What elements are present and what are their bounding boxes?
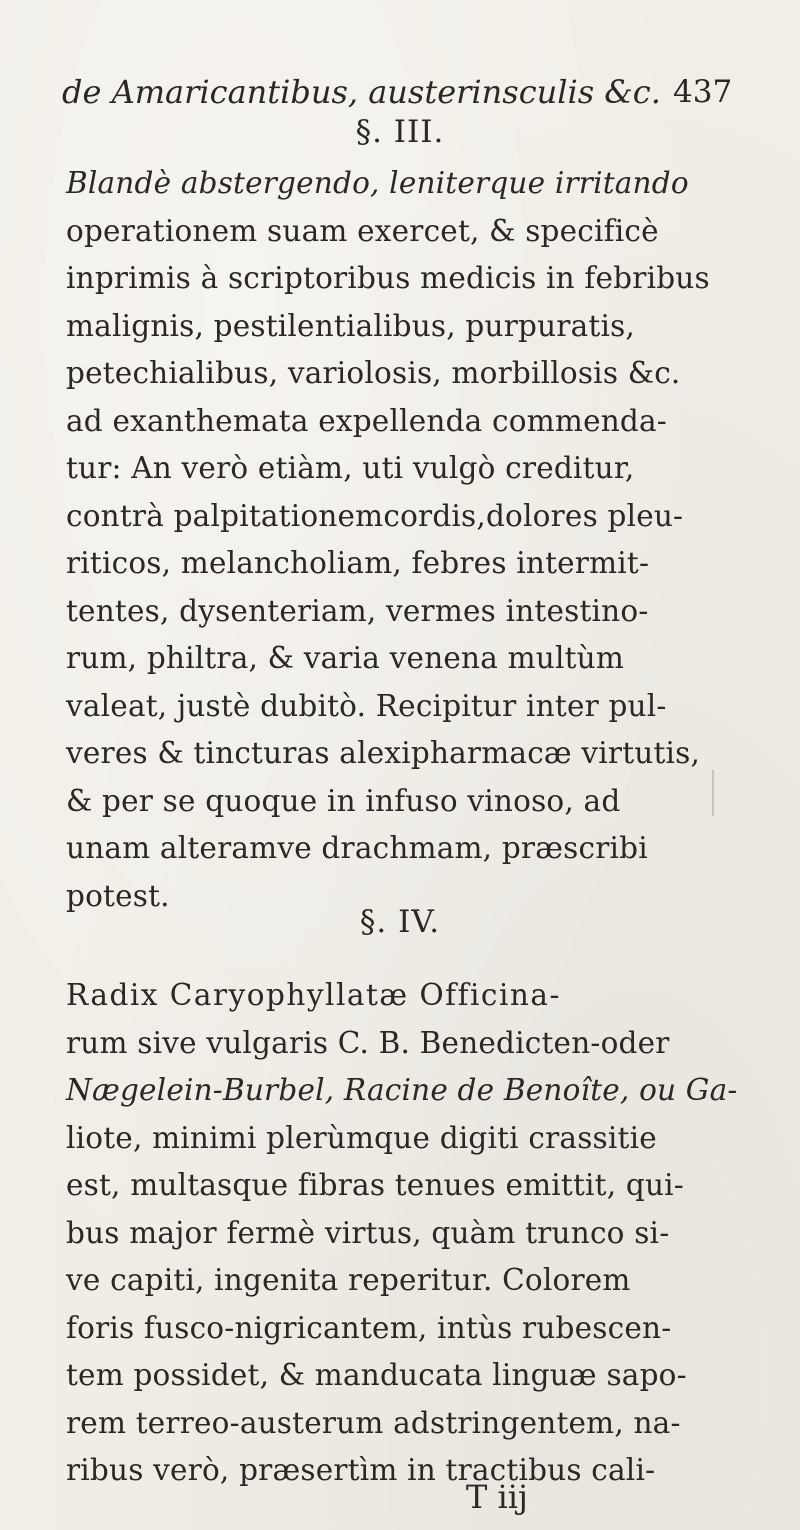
section-3-paragraph <box>66 160 746 920</box>
section-heading-3: §. III. <box>355 114 445 150</box>
running-head <box>62 72 742 112</box>
text-line: ribus verò, præsertìm in tractibus cali- <box>66 1453 656 1487</box>
text-line: malignis, pestilentialibus, purpuratis, <box>66 308 635 343</box>
text-line: Blandè abstergendo, leniterque irritando <box>66 166 689 200</box>
text-line: veres & tincturas alexipharmacæ virtutis, <box>66 736 701 770</box>
text-line: tem possidet, & manducata linguæ sapo- <box>66 1358 687 1392</box>
text-line: est, multasque fibras tenues emittit, qui- <box>66 1168 684 1202</box>
text-line: rum sive vulgaris C. B. Benedicten-oder <box>66 1025 670 1060</box>
text-line: rum, philtra, & varia venena multùm <box>66 641 625 675</box>
text-line: riticos, melancholiam, febres intermit- <box>66 546 650 580</box>
text-line: tentes, dysenteriam, vermes intestino- <box>66 593 649 628</box>
text-line: tur: An verò etiàm, uti vulgò creditur, <box>66 451 635 485</box>
text-line: unam alteramve drachmam, præscribi <box>66 831 648 865</box>
text-line: foris fusco-nigricantem, intùs rubescen- <box>66 1310 672 1345</box>
text-line: & per se quoque in infuso vinoso, ad <box>66 783 621 818</box>
text-line: Radix Caryophyllatæ Officina- <box>66 978 561 1012</box>
text-line: inprimis à scriptoribus medicis in febribus <box>66 261 710 295</box>
text-line: petechialibus, variolosis, morbillosis &c. <box>66 356 681 390</box>
section-4-paragraph <box>66 972 746 1495</box>
text-line: ad exanthemata expellenda commenda- <box>66 403 667 438</box>
text-line: potest. <box>66 878 170 913</box>
text-line: liote, minimi plerùmque digiti crassitie <box>66 1120 657 1155</box>
section-heading-4: §. IV. <box>359 904 441 940</box>
page-number: 437 <box>673 74 733 110</box>
text-line: Nægelein-Burbel, Racine de Benoîte, ou Ga- <box>66 1073 738 1107</box>
text-line: contrà palpitationemcordis,dolores pleu- <box>66 498 684 533</box>
text-line: valeat, justè dubitò. Recipitur inter pul- <box>66 688 667 723</box>
text-line: ve capiti, ingenita reperitur. Colorem <box>66 1263 631 1297</box>
text-line: operationem suam exercet, & specificè <box>66 213 659 248</box>
text-line: rem terreo-austerum adstringentem, na- <box>66 1405 681 1440</box>
signature-mark: T iij <box>466 1478 528 1516</box>
margin-mark <box>712 770 714 816</box>
text-line: bus major fermè virtus, quàm trunco si- <box>66 1215 670 1250</box>
running-head-title: de Amaricantibus, austerinsculis &c. <box>62 73 661 111</box>
